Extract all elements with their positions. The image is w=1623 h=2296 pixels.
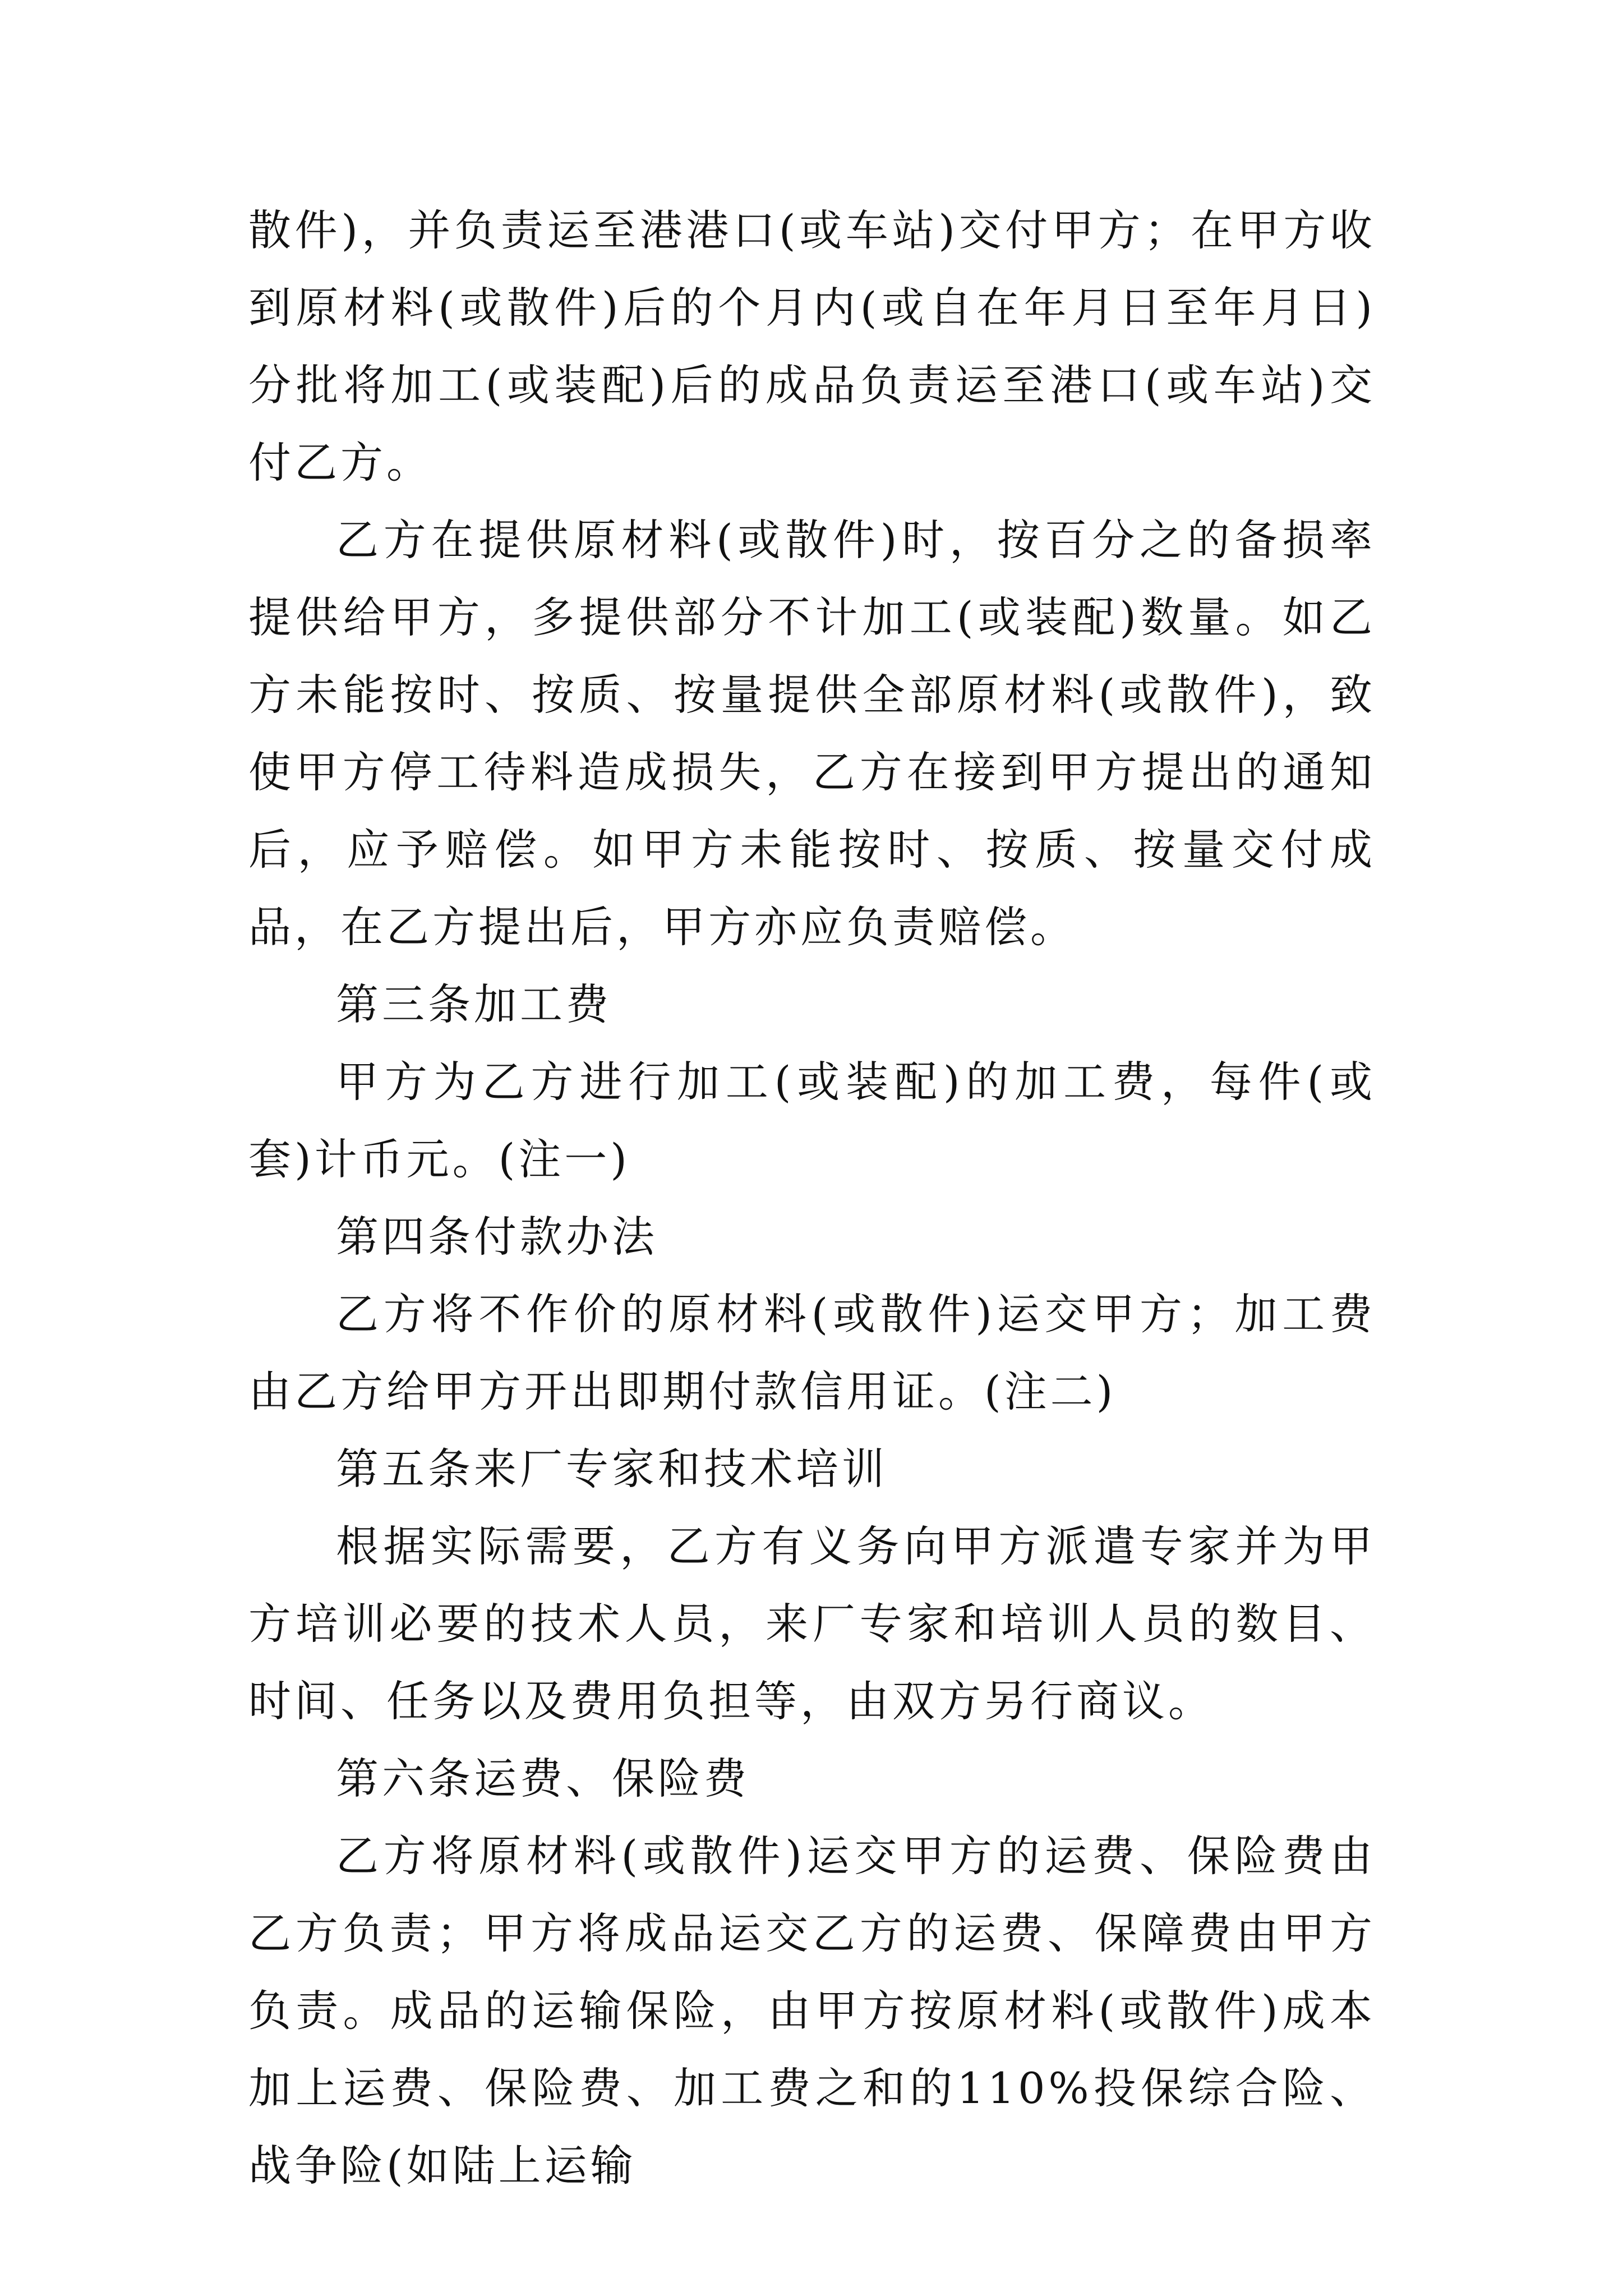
paragraph-continuation: 散件)，并负责运至港港口(或车站)交付甲方；在甲方收到原材料(或散件)后的个月内(或自在年月日至年月日)分批将加工(或装配)后的成品负责运至港口(或车站)交付乙方。 bbox=[248, 205, 1376, 487]
article-4-heading: 第四条付款办法 bbox=[336, 1212, 658, 1262]
document-body bbox=[248, 192, 1376, 2205]
article-6-body: 乙方将原材料(或散件)运交甲方的运费、保险费由乙方负责；甲方将成品运交乙方的运费、保障费由甲方负责。成品的运输保险，由甲方按原材料(或散件)成本加上运费、保险费、加工费之和的110%投保综合险、战争险(如陆上运输 bbox=[248, 1831, 1376, 2191]
article-5-heading: 第五条来厂专家和技术培训 bbox=[336, 1444, 888, 1494]
article-5-body: 根据实际需要，乙方有义务向甲方派遣专家并为甲方培训必要的技术人员，来厂专家和培训人员的数目、时间、任务以及费用负担等，由双方另行商议。 bbox=[248, 1521, 1376, 1726]
article-3-heading: 第三条加工费 bbox=[336, 979, 612, 1029]
article-6-heading: 第六条运费、保险费 bbox=[336, 1754, 750, 1803]
article-4-body: 乙方将不作价的原材料(或散件)运交甲方；加工费由乙方给甲方开出即期付款信用证。(注二) bbox=[248, 1289, 1376, 1416]
paragraph-material-loss: 乙方在提供原材料(或散件)时，按百分之的备损率提供给甲方，多提供部分不计加工(或装配)数量。如乙方未能按时、按质、按量提供全部原材料(或散件)，致使甲方停工待料造成损失，乙方在接到甲方提出的通知后，应予赔偿。如甲方未能按时、按质、按量交付成品，在乙方提出后，甲方亦应负责赔偿。 bbox=[248, 515, 1376, 952]
article-3-body: 甲方为乙方进行加工(或装配)的加工费，每件(或套)计币元。(注一) bbox=[248, 1057, 1376, 1184]
